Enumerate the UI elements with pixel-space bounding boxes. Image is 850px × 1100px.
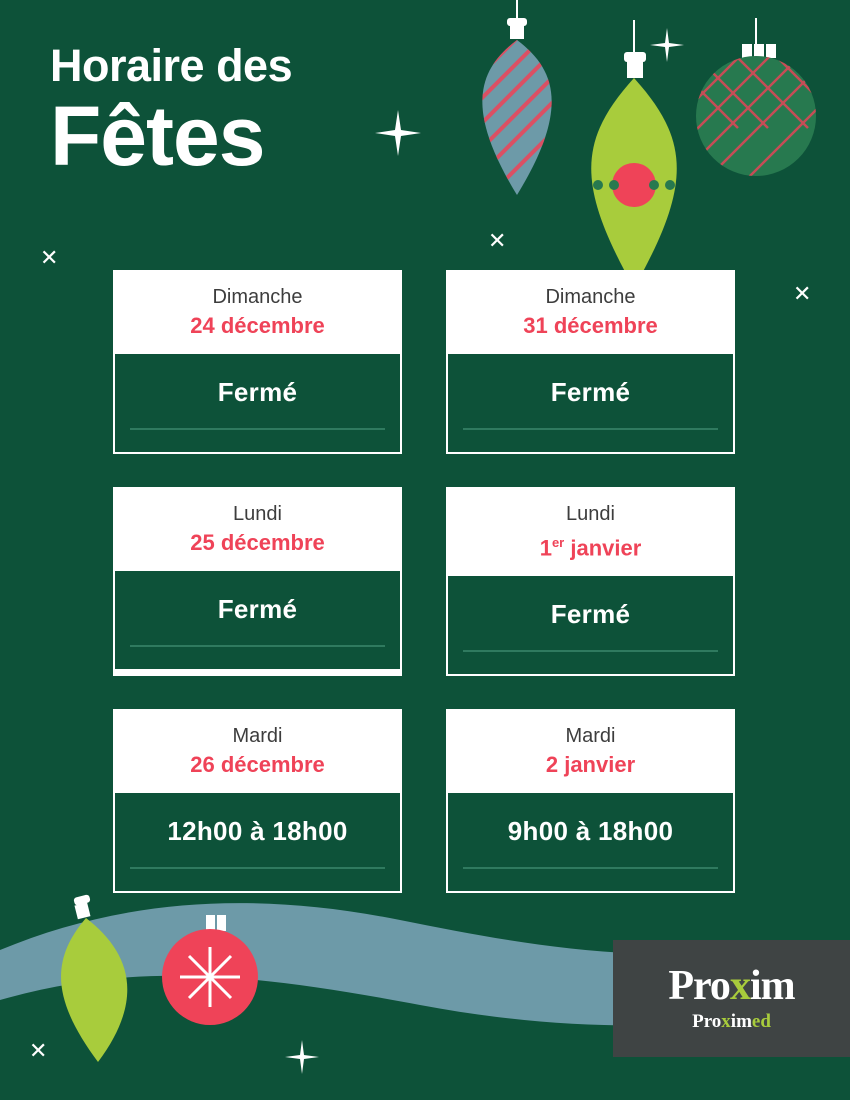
card-underline [130,645,385,647]
card-day: Mardi [565,725,616,748]
logo-im: im [749,962,795,1009]
schedule-card [113,270,402,454]
sub-ed: ed [751,1010,771,1032]
schedule-card [446,487,735,676]
cross-icon: ✕ [40,245,59,270]
schedule-card [446,709,735,893]
schedule-row [113,270,738,454]
card-header [115,489,400,571]
sparkle-icon [285,1040,319,1079]
card-day: Mardi [232,725,283,748]
sub-im: im [730,1010,752,1032]
card-hours: Fermé [550,598,631,629]
card-day: Lundi [566,503,615,525]
card-date-ordinal: er [551,535,565,550]
sub-x: x [721,1010,731,1032]
card-date-month: janvier [564,535,642,561]
cross-icon: ✕ [488,228,507,253]
card-underline [463,428,718,430]
card-body [448,793,733,891]
card-day: Dimanche [545,286,636,308]
card-underline [130,428,385,430]
card-hours: Fermé [550,376,631,407]
logo-pro: Pro [668,962,730,1009]
card-date: 24 décembre [190,313,325,338]
cross-icon: ✕ [793,281,812,306]
page-title [50,40,293,183]
card-hours: 9h00 à 18h00 [507,815,674,846]
sub-pro: Pro [692,1010,722,1032]
card-body [115,793,400,891]
card-body [115,354,400,452]
card-body [448,354,733,452]
card-underline [463,650,718,652]
cross-icon: ✕ [29,1038,48,1063]
schedule-grid [113,270,738,926]
card-date: 2 janvier [545,752,636,778]
card-body [115,571,400,669]
logo-wordmark [668,962,795,1009]
schedule-row [113,487,738,676]
sparkle-icon [650,28,684,67]
title-line-2: Fêtes [50,89,265,183]
card-date: 31 décembre [523,313,658,338]
card-date-number: 1 [539,535,552,561]
card-underline [463,867,718,869]
schedule-card [446,270,735,454]
card-header [115,711,400,793]
title-line-1: Horaire des [50,40,293,91]
card-body [448,576,733,674]
card-hours: 12h00 à 18h00 [167,815,348,846]
card-hours: Fermé [217,593,298,624]
card-day: Lundi [233,503,282,525]
ornament-plaid [688,18,824,183]
sparkle-icon [375,110,421,161]
card-date [448,529,733,562]
ornament-red-ball [160,915,270,1060]
card-day: Dimanche [212,286,303,308]
schedule-card [113,487,402,676]
card-header [448,489,733,576]
logo-x: x [729,962,750,1009]
card-date: 25 décembre [190,530,325,555]
card-underline [130,867,385,869]
card-header [115,272,400,354]
card-header [448,711,733,793]
logo-subbrand [692,1011,771,1033]
brand-logo [613,940,850,1057]
card-date: 26 décembre [190,752,325,778]
card-header [448,272,733,354]
schedule-card [113,709,402,893]
schedule-row [113,709,738,893]
card-hours: Fermé [217,376,298,407]
